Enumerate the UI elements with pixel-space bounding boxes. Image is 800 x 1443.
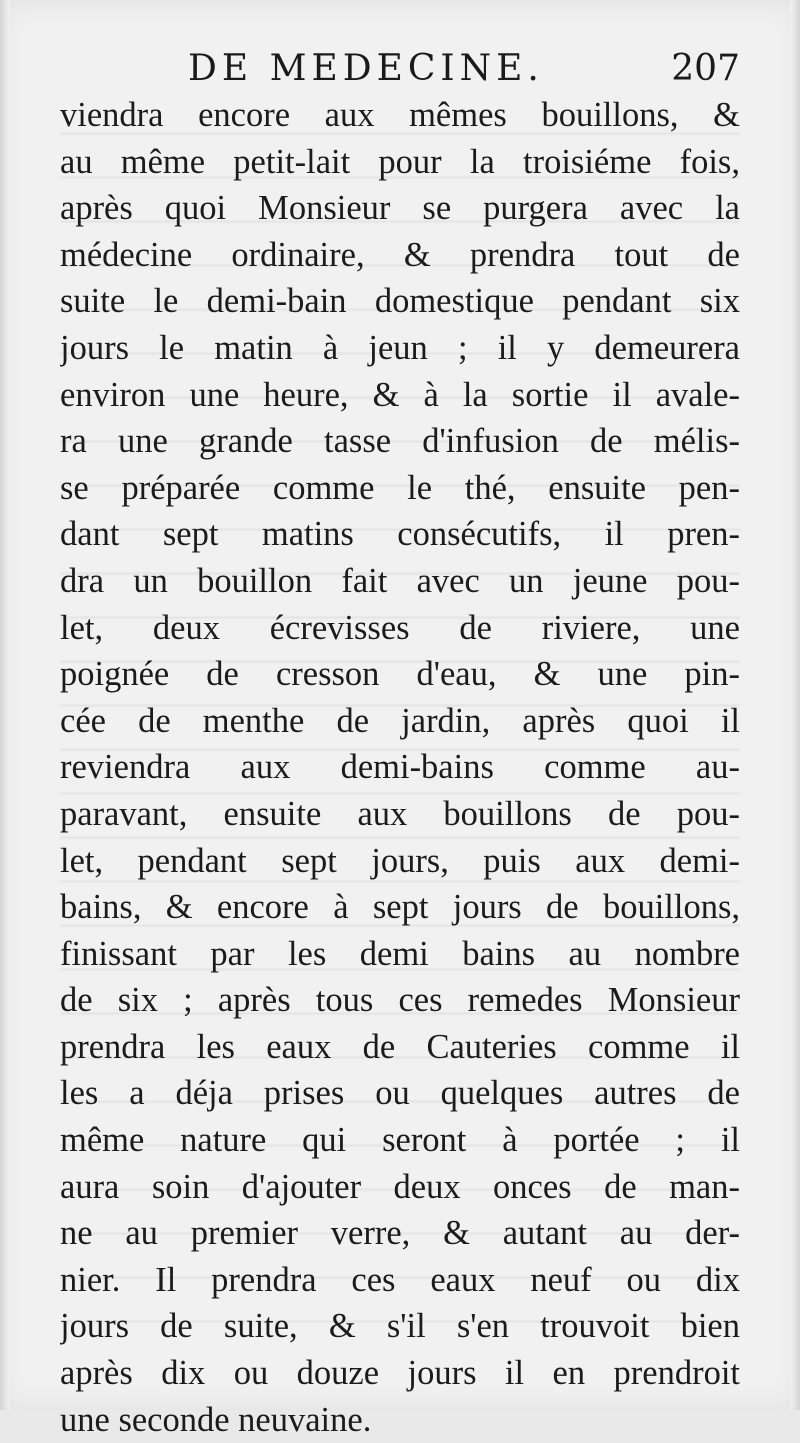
text-line: let, deux écrevisses de riviere, une bbox=[60, 608, 740, 647]
text-line: médecine ordinaire, & prendra tout de bbox=[60, 235, 740, 274]
text-line: se préparée comme le thé, ensuite pen- bbox=[60, 468, 740, 507]
text-line: jours de suite, & s'il s'en trouvoit bien bbox=[60, 1307, 740, 1346]
text-line: bains, & encore à sept jours de bouillons, bbox=[60, 888, 740, 927]
text-line: dra un bouillon fait avec un jeune pou- bbox=[60, 561, 740, 600]
text-line: même nature qui seront à portée ; il bbox=[60, 1121, 740, 1160]
page-number: 207 bbox=[671, 48, 740, 89]
text-line: environ une heure, & à la sortie il avale- bbox=[60, 375, 740, 414]
text-line: jours le matin à jeun ; il y demeurera bbox=[60, 328, 740, 367]
text-line: suite le demi-bain domestique pendant six bbox=[60, 282, 740, 321]
text-line: poignée de cresson d'eau, & une pin- bbox=[60, 655, 740, 694]
text-line: viendra encore aux mêmes bouillons, & bbox=[60, 96, 740, 134]
text-line: finissant par les demi bains au nombre bbox=[60, 934, 740, 973]
text-line: au même petit-lait pour la troisiéme fois, bbox=[60, 142, 740, 181]
text-line: une seconde neuvaine. bbox=[60, 1400, 372, 1439]
text-line: après dix ou douze jours il en prendroit bbox=[60, 1354, 740, 1393]
text-line: prendra les eaux de Cauteries comme il bbox=[60, 1027, 740, 1066]
page-edge-right bbox=[790, 0, 800, 1410]
text-line: nier. Il prendra ces eaux neuf ou dix bbox=[60, 1260, 740, 1299]
running-head bbox=[60, 48, 740, 98]
page-edge-left bbox=[0, 0, 10, 1410]
text-line: aura soin d'ajouter deux onces de man- bbox=[60, 1167, 740, 1206]
text-line: reviendra aux demi-bains comme au- bbox=[60, 748, 740, 787]
text-line: paravant, ensuite aux bouillons de pou- bbox=[60, 794, 740, 833]
text-line: dant sept matins consécutifs, il pren- bbox=[60, 515, 740, 554]
text-line: cée de menthe de jardin, après quoi il bbox=[60, 701, 740, 740]
text-line: après quoi Monsieur se purgera avec la bbox=[60, 189, 740, 228]
text-line: de six ; après tous ces remedes Monsieur bbox=[60, 981, 740, 1020]
text-line: ra une grande tasse d'infusion de mélis- bbox=[60, 422, 740, 461]
body-text bbox=[60, 92, 740, 1443]
text-line: les a déja prises ou quelques autres de bbox=[60, 1074, 740, 1113]
text-line: let, pendant sept jours, puis aux demi- bbox=[60, 841, 740, 880]
text-line: ne au premier verre, & autant au der- bbox=[60, 1214, 740, 1253]
running-head-title: DE MEDECINE. bbox=[188, 48, 544, 89]
